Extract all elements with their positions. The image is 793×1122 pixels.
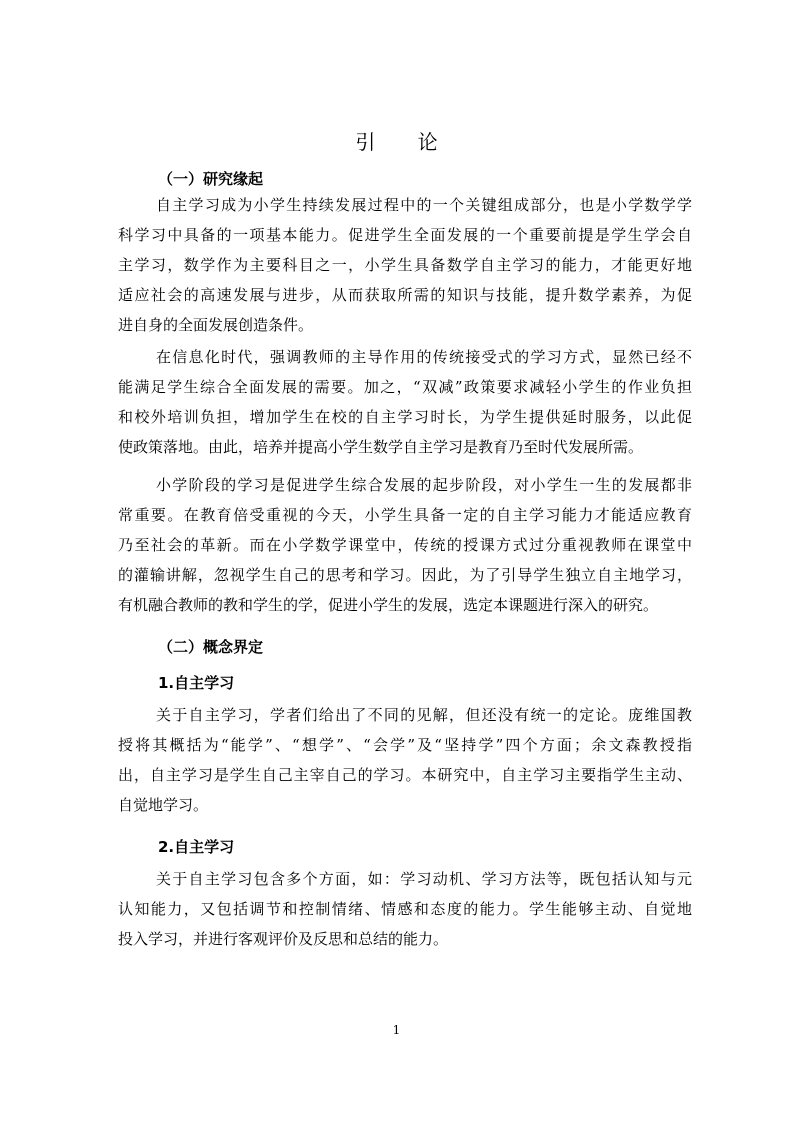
paragraph-autonomous-learning-1 <box>118 700 692 820</box>
text-line: 科学习中具备的一项基本能力。促进学生全面发展的一个重要前提是学生学会自 <box>118 226 692 244</box>
text-line: 主学习，数学作为主要科目之一，小学生具备数学自主学习的能力，才能更好地 <box>118 256 692 274</box>
text-line: 出，自主学习是学生自己主宰自己的学习。本研究中，自主学习主要指学生主动、 <box>118 766 692 784</box>
paragraph-research-origin-3 <box>118 470 692 620</box>
section-heading-research-origin: （一）研究缘起 <box>158 170 264 188</box>
text-line: 认知能力，又包括调节和控制情绪、情感和态度的能力。学生能够主动、自觉地 <box>118 900 692 918</box>
paragraph-research-origin-1 <box>118 190 692 340</box>
page-number: 1 <box>392 1023 401 1037</box>
page-title: 引 论 <box>355 130 456 154</box>
text-line: 适应社会的高速发展与进步，从而获取所需的知识与技能，提升数学素养，为促 <box>118 286 692 304</box>
text-line: 的灌输讲解，忽视学生自己的思考和学习。因此，为了引导学生独立自主地学习， <box>118 566 692 584</box>
text-line: 授将其概括为“能学”、“想学”、“会学”及“坚持学”四个方面；余文森教授指 <box>118 736 692 754</box>
subsection-heading-autonomous-learning-2: 2.自主学习 <box>158 838 235 856</box>
text-line: 乃至社会的革新。而在小学数学课堂中，传统的授课方式过分重视教师在课堂中 <box>118 536 692 554</box>
text-line: 小学阶段的学习是促进学生综合发展的起步阶段，对小学生一生的发展都非 <box>156 476 692 494</box>
text-line: 进自身的全面发展创造条件。 <box>118 316 314 334</box>
text-line: 关于自主学习，学者们给出了不同的见解，但还没有统一的定论。庞维国教 <box>156 706 692 724</box>
text-line: 关于自主学习包含多个方面，如：学习动机、学习方法等，既包括认知与元 <box>156 870 692 888</box>
paragraph-research-origin-2 <box>118 342 692 462</box>
text-line: 在信息化时代，强调教师的主导作用的传统接受式的学习方式，显然已经不 <box>156 348 692 366</box>
subsection-heading-autonomous-learning-1: 1.自主学习 <box>158 674 235 692</box>
text-line: 使政策落地。由此，培养并提高小学生数学自主学习是教育乃至时代发展所需。 <box>118 438 644 456</box>
text-line: 和校外培训负担，增加学生在校的自主学习时长，为学生提供延时服务，以此促 <box>118 408 692 426</box>
text-line: 有机融合教师的教和学生的学，促进小学生的发展，选定本课题进行深入的研究。 <box>118 596 659 614</box>
paragraph-autonomous-learning-2 <box>118 864 692 954</box>
text-line: 自主学习成为小学生持续发展过程中的一个关键组成部分，也是小学数学学 <box>156 196 692 214</box>
section-heading-concept-definition: （二）概念界定 <box>158 638 264 656</box>
text-line: 常重要。在教育倍受重视的今天，小学生具备一定的自主学习能力才能适应教育 <box>118 506 692 524</box>
text-line: 投入学习，并进行客观评价及反思和总结的能力。 <box>118 930 449 948</box>
text-line: 能满足学生综合全面发展的需要。加之，“双减”政策要求减轻小学生的作业负担 <box>118 378 692 396</box>
text-line: 自觉地学习。 <box>118 796 209 814</box>
